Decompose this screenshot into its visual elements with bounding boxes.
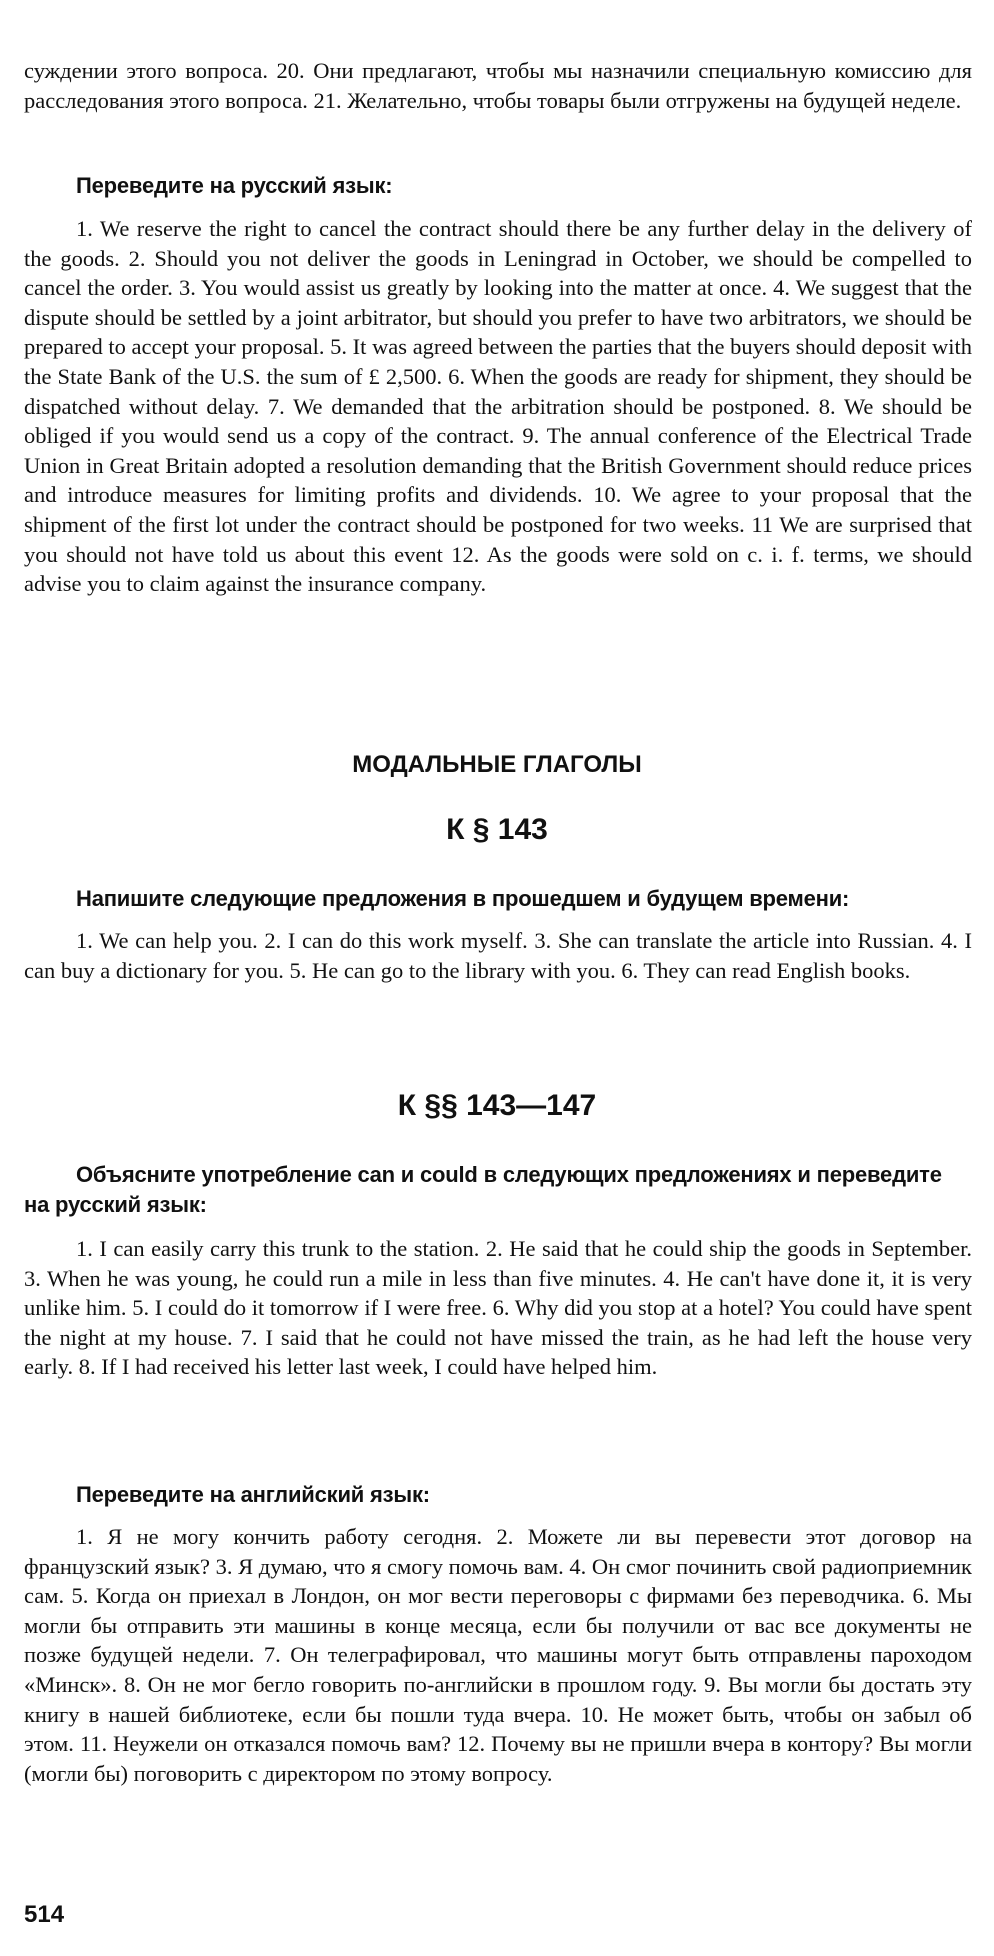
exercise-heading-translate-to-english: Переведите на английский язык: [76, 1482, 430, 1507]
exercise-body-translate-to-russian: 1. We reserve the right to cancel the contract should there be any further delay in the delivery of the goods. 2. Should you not deliver the goods in Leningrad in October, we should be compelled to cancel the order. 3. You would assist us greatly by looking into the matter at once. 4. We suggest that the dispute should be settled by a joint arbitrator, but should you prefer to have two arbitrators, we should be prepared to accept your proposal. 5. It was agreed between the parties that the buyers should deposit with the State Bank of the U.S. the sum of £ 2,500. 6. When the goods are ready for shipment, they should be dispatched without delay. 7. We demanded that the arbitration should be postponed. 8. We should be obliged if you would send us a copy of the contract. 9. The annual conference of the Electrical Trade Union in Great Britain adopted a resolution demanding that the British Government should reduce prices and introduce measures for limiting profits and dividends. 10. We agree to your proposal that the shipment of the first lot under the contract should be postponed for two weeks. 11 We are surprised that you should not have told us about this event 12. As the goods were sold on c. i. f. terms, we should advise you to claim against the insurance company. [24, 216, 972, 597]
continuation-paragraph: суждении этого вопроса. 20. Они предлагают, чтобы мы назначили специальную комиссию для расследования этого вопроса. 21. Желательно, чтобы товары были отгружены на будущей неделе. [24, 58, 972, 113]
exercise-body-can-could: 1. I can easily carry this trunk to the station. 2. He said that he could ship the goods in September. 3. When he was young, he could run a mile in less than five minutes. 4. He can't have done it, it is very unlike him. 5. I could do it tomorrow if I were free. 6. Why did you stop at a hotel? You could have spent the night at my house. 7. I said that he could not have missed the train, as he had left the house very early. 8. If I had received his letter last week, I could have helped him. [24, 1236, 972, 1380]
paragraph-reference-143: К § 143 [446, 813, 548, 846]
section-title-modal-verbs: МОДАЛЬНЫЕ ГЛАГОЛЫ [352, 751, 642, 778]
exercise-heading-can-could: Объясните употребление can и could в следующих предложениях и переведите на русский язык: [24, 1162, 942, 1217]
exercise-body-translate-to-english: 1. Я не могу кончить работу сегодня. 2. Можете ли вы перевести этот договор на французский язык? 3. Я думаю, что я смогу помочь вам. 4. Он смог починить свой радиоприемник сам. 5. Когда он приехал в Лондон, он мог вести переговоры с фирмами без переводчика. 6. Мы могли бы отправить эти машины в конце месяца, если бы получили от вас все документы не позже будущей недели. 7. Он телеграфировал, что машины могут быть отправлены пароходом «Минск». 8. Он не мог бегло говорить по-английски в прошлом году. 9. Вы могли бы достать эту книгу в нашей библиотеке, если бы пошли туда вчера. 10. Не может быть, чтобы он забыл об этом. 11. Неужели он отказался помочь вам? 12. Почему вы не пришли вчера в контору? Вы могли (могли бы) поговорить с директором по этому вопросу. [24, 1524, 972, 1786]
exercise-heading-translate-to-russian: Переведите на русский язык: [76, 173, 393, 198]
exercise-body-past-future: 1. We can help you. 2. I can do this work myself. 3. She can translate the article into Russian. 4. I can buy a dictionary for you. 5. He can go to the library with you. 6. They can read English books. [24, 928, 972, 983]
paragraph-reference-143-147: К §§ 143—147 [397, 1089, 597, 1122]
page-number: 514 [24, 1901, 65, 1928]
exercise-heading-past-future: Напишите следующие предложения в прошедшем и будущем времени: [76, 886, 850, 911]
